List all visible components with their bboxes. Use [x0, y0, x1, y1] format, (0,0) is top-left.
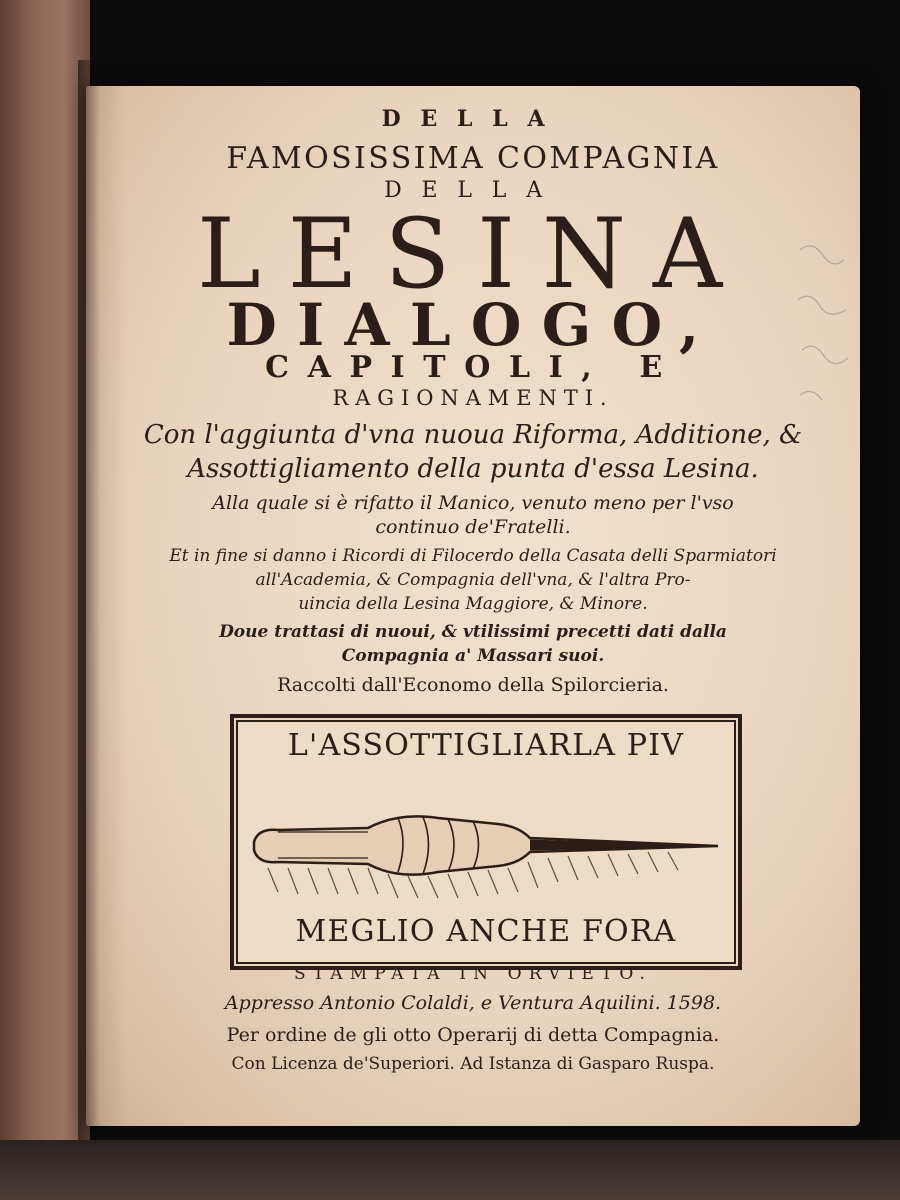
- book-cover-spine: [0, 0, 90, 1200]
- alla-line-1: Alla quale si è rifatto il Manico, venuto meno per l'vso: [212, 492, 734, 514]
- awl-icon: [248, 802, 724, 906]
- heading-della-2: DELLA: [384, 178, 562, 203]
- title-dialogo: DIALOGO,: [226, 291, 720, 359]
- doue-line-1: Doue trattasi di nuoui, & vtilissimi precetti dati dalla: [219, 622, 727, 642]
- imprint-printers: Appresso Antonio Colaldi, e Ventura Aquilini. 1598.: [224, 992, 722, 1014]
- alla-line-2: continuo de'Fratelli.: [375, 516, 571, 538]
- imprint-licence: Con Licenza de'Superiori. Ad Istanza di Gasparo Ruspa.: [231, 1054, 715, 1074]
- device-motto-bottom: MEGLIO ANCHE FORA: [295, 914, 677, 949]
- title-lesina: LESINA: [196, 198, 750, 310]
- device-motto-top: L'ASSOTTIGLIARLA PIV: [287, 728, 685, 763]
- heading-famosissima: FAMOSISSIMA COMPAGNIA: [226, 141, 720, 176]
- et-line-3: uincia della Lesina Maggiore, & Minore.: [298, 594, 648, 614]
- book-bottom-board: [0, 1140, 900, 1200]
- subtitle-line-1: Con l'aggiunta d'vna nuoua Riforma, Additione, &: [143, 420, 803, 450]
- et-line-2: all'Academia, & Compagnia dell'vna, & l'altra Pro-: [255, 570, 691, 590]
- title-ragionamenti: RAGIONAMENTI.: [332, 386, 614, 410]
- subtitle-line-2: Assottigliamento della punta d'essa Lesina.: [187, 454, 759, 484]
- raccolti-line: Raccolti dall'Economo della Spilorcieria.: [277, 674, 669, 696]
- imprint-order: Per ordine de gli otto Operarij di detta Compagnia.: [226, 1024, 720, 1046]
- show-through-marks: [792, 230, 858, 430]
- title-page: [86, 86, 860, 1126]
- doue-line-2: Compagnia a' Massari suoi.: [341, 646, 605, 666]
- heading-della: DELLA: [381, 106, 565, 132]
- imprint-place: STAMPATA IN ORVIETO.: [293, 964, 653, 984]
- et-line-1: Et in fine si danno i Ricordi di Filocerdo della Casata delli Sparmiatori: [169, 546, 777, 566]
- printers-device-woodcut: [230, 714, 742, 970]
- title-capitoli: CAPITOLI, E: [265, 350, 681, 385]
